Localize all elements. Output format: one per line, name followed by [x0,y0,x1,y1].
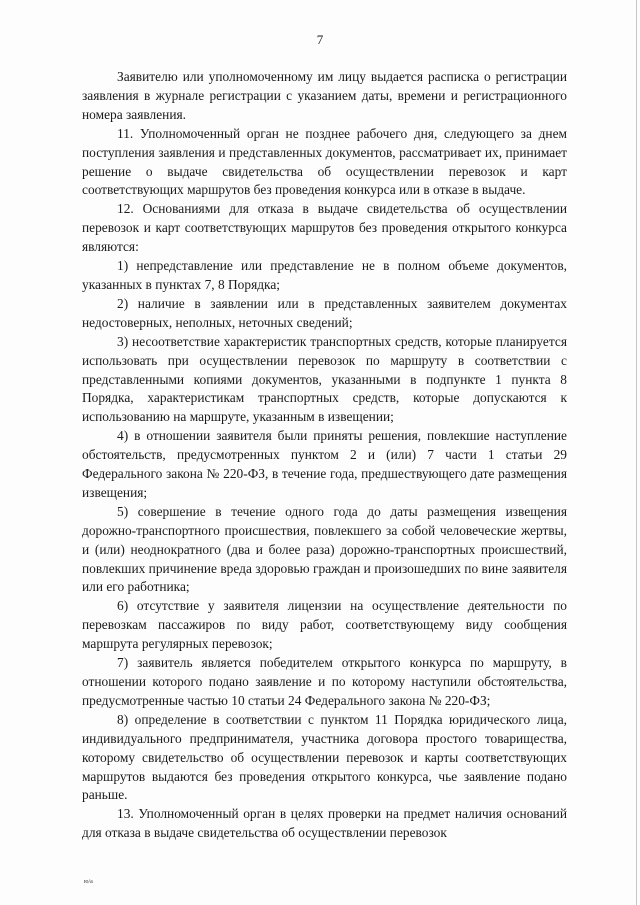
list-item-6: 6) отсутствие у заявителя лицензии на осуществление деятельности по перевозкам пассажиров по виду работ, соответствующему виду сообщения маршрута регулярных перевозок; [82,598,567,652]
footer-mark: ю/а [84,879,93,885]
list-item-5: 5) совершение в течение одного года до даты размещения извещения дорожно-транспортного происшествия, повлекшего за собой человеческие жертвы, и (или) неоднократного (два и более раза) дорожно-транспортных происшествий, повлекших причинение вреда здоровью граждан и произошедших по вине заявителя или его работника; [82,503,567,595]
paragraph-12: 12. Основаниями для отказа в выдаче свидетельства об осуществлении перевозок и карт соответствующих маршрутов без проведения открытого конкурса являются: [82,201,567,255]
list-item-1: 1) непредставление или представление не в полном объеме документов, указанных в пунктах 7, 8 Порядка; [82,258,567,292]
document-body [82,68,567,843]
list-item-2: 2) наличие в заявлении или в представленных заявителем документах недостоверных, неполных, неточных сведений; [82,295,567,330]
paragraph-13: 13. Уполномоченный орган в целях проверки на предмет наличия оснований для отказа в выдаче свидетельства об осуществлении перевозок [82,806,567,841]
page-number: 7 [316,32,324,47]
paragraph-receipt: Заявителю или уполномоченному им лицу выдается расписка о регистрации заявления в журнале регистрации с указанием даты, времени и регистрационного номера заявления. [82,69,567,122]
scan-edge [636,0,637,905]
list-item-8: 8) определение в соответствии с пунктом 11 Порядка юридического лица, индивидуального предпринимателя, участника договора простого товарищества, которому свидетельство об осуществлении перевозок и карты соответствующих маршрутов выдаются без проведения открытого конкурса, чье заявление подано раньше. [82,711,567,803]
list-item-4: 4) в отношении заявителя были приняты решения, повлекшие наступление обстоятельств, предусмотренных пунктом 2 и (или) 7 части 1 статьи 29 Федерального закона № 220-ФЗ, в течение года, предшествующего дате размещения извещения; [82,428,567,500]
list-item-3: 3) несоответствие характеристик транспортных средств, которые планируется использовать при осуществлении перевозок по маршруту в соответствии с представленными копиями документов, указанными в подпункте 1 пункта 8 Порядка, характеристикам транспортных средств, которые допускаются к использованию на маршруте, указанным в извещении; [82,333,567,425]
paragraph-11: 11. Уполномоченный орган не позднее рабочего дня, следующего за днем поступления заявления и представленных документов, рассматривает их, принимает решение о выдаче свидетельства об осуществлении перевозок и карт соответствующих маршрутов без проведения конкурса или в отказе в выдаче. [82,125,567,198]
list-item-7: 7) заявитель является победителем открытого конкурса по маршруту, в отношении которого подано заявление и по которому наступили обстоятельства, предусмотренные частью 10 статьи 24 Федерального закона № 220-ФЗ; [82,655,567,708]
